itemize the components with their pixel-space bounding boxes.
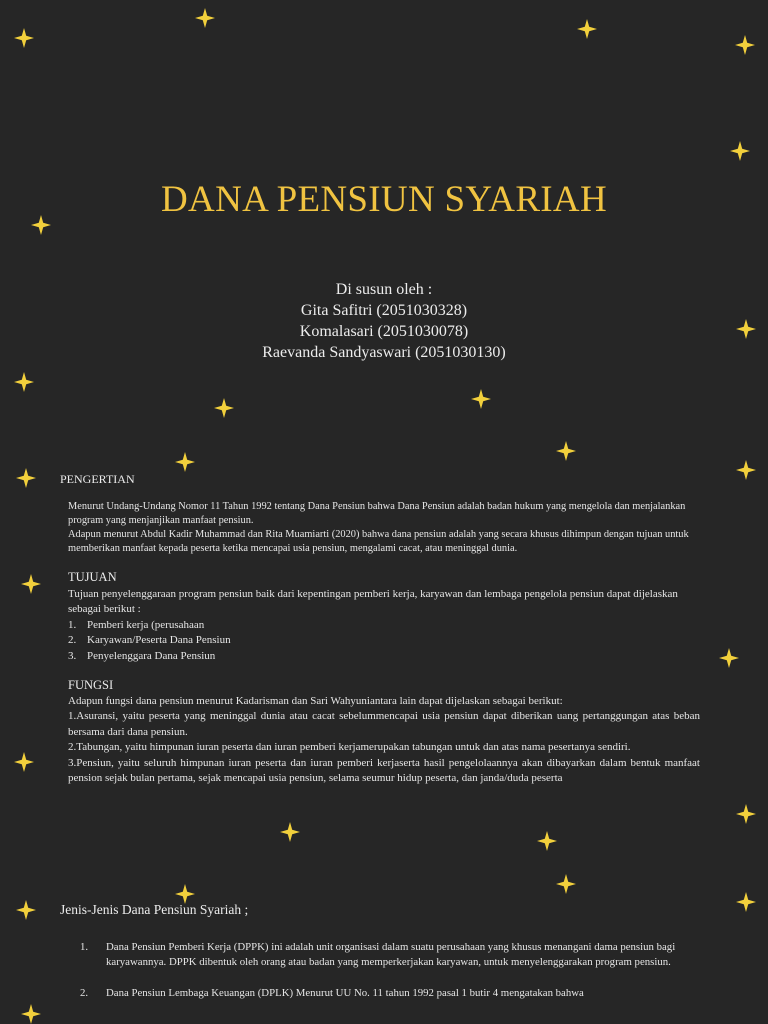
list-text: Dana Pensiun Lembaga Keuangan (DPLK) Menurut UU No. 11 tahun 1992 pasal 1 butir 4 mengatakan bahwa (106, 987, 584, 999)
section-heading-tujuan: TUJUAN (68, 570, 117, 584)
star-icon (556, 874, 576, 894)
star-icon (16, 900, 36, 920)
star-icon (471, 389, 491, 409)
paragraph: Adapun menurut Abdul Kadir Muhammad dan Rita Muamiarti (2020) bahwa dana pensiun adalah yang secara khusus dihimpun dengan tujuan untuk memberikan manfaat kepada peserta ketika mencapai usia pensiun, mengalami cacat, atau meninggal dunia. (68, 529, 689, 554)
section-heading-jenis: Jenis-Jenis Dana Pensiun Syariah ; (60, 902, 249, 917)
star-icon (730, 141, 750, 161)
paragraph: Tujuan penyelenggaraan program pensiun baik dari kepentingan pemberi kerja, karyawan dan lembaga pengelola pensiun dapat dijelaskan sebagai berikut : (68, 588, 678, 616)
star-icon (556, 441, 576, 461)
star-icon (175, 884, 195, 904)
list-text: Dana Pensiun Pemberi Kerja (DPPK) ini adalah unit organisasi dalam suatu perusahaan yang khusus menangani dama pensiun bagi karyawannya. DPPK dibentuk oleh orang atau badan yang memperkerjakan karyawan, untuk menyelenggarakan program pensiun. (106, 941, 676, 968)
list-text: Pemberi kerja (perusahaan (87, 618, 205, 631)
star-icon (280, 822, 300, 842)
star-icon (736, 460, 756, 480)
star-icon (14, 752, 34, 772)
star-icon (14, 28, 34, 48)
star-icon (735, 35, 755, 55)
star-icon (736, 892, 756, 912)
star-icon (195, 8, 215, 28)
list-text: Penyelenggara Dana Pensiun (87, 649, 216, 662)
fungsi-body (68, 694, 700, 786)
paragraph: 1.Asuransi, yaitu peserta yang meninggal dunia atau cacat sebelummencapai usia pensiun dapat diberikan uang pertanggungan atas beban bersama dari dana pensiun. (68, 710, 700, 738)
star-icon (21, 574, 41, 594)
list-number: 3. (68, 649, 77, 662)
list-text: Karyawan/Peserta Dana Pensiun (87, 634, 231, 647)
star-icon (537, 831, 557, 851)
list-number: 2. (68, 634, 77, 647)
authors-intro: Di susun oleh : (335, 281, 433, 298)
page-title: DANA PENSIUN SYARIAH (161, 179, 607, 220)
list-item (80, 986, 684, 1001)
star-icon (214, 398, 234, 418)
paragraph: Adapun fungsi dana pensiun menurut Kadarisman dan Sari Wahyuniantara lain dapat dijelaskan sebagai berikut: (68, 695, 563, 707)
paragraph: 2.Tabungan, yaitu himpunan iuran peserta dan iuran pemberi kerjamerupakan tabungan untuk dan atas nama pesertanya sendiri. (68, 741, 631, 754)
star-icon (175, 452, 195, 472)
list-item (68, 633, 700, 648)
paragraph: Menurut Undang-Undang Nomor 11 Tahun 1992 tentang Dana Pensiun bahwa Dana Pensiun adalah badan hukum yang mengelola dan menjalankan program yang menjanjikan manfaat pensiun. (68, 501, 686, 526)
star-icon (14, 372, 34, 392)
tujuan-list (68, 618, 700, 664)
section-heading-fungsi: FUNGSI (68, 678, 114, 692)
list-number: 2. (80, 987, 89, 999)
author-name: Gita Safitri (2051030328) (300, 302, 468, 319)
star-icon (21, 1004, 41, 1024)
list-number: 1. (68, 618, 77, 631)
paragraph: 3.Pensiun, yaitu seluruh himpunan iuran peserta dan iuran pemberi kerjaserta hasil pengelolaannya akan dibayarkan dalam bentuk manfaat pension sejak bulan pertama, sejak mencapai usia pensiun, selama seumur hidup peserta, dan janda/duda peserta (68, 756, 700, 785)
list-item (68, 618, 700, 633)
list-item (80, 940, 684, 970)
author-name: Raevanda Sandyaswari (2051030130) (262, 344, 506, 361)
list-item (68, 649, 700, 664)
star-icon (577, 19, 597, 39)
star-icon (719, 648, 739, 668)
author-name: Komalasari (2051030078) (299, 323, 469, 340)
section-heading-pengertian: PENGERTIAN (60, 472, 135, 486)
star-icon (16, 468, 36, 488)
jenis-list (80, 940, 684, 1001)
authors-block (0, 279, 768, 363)
star-icon (736, 804, 756, 824)
tujuan-body (68, 587, 700, 664)
list-number: 1. (80, 941, 89, 953)
pengertian-body (68, 500, 700, 556)
